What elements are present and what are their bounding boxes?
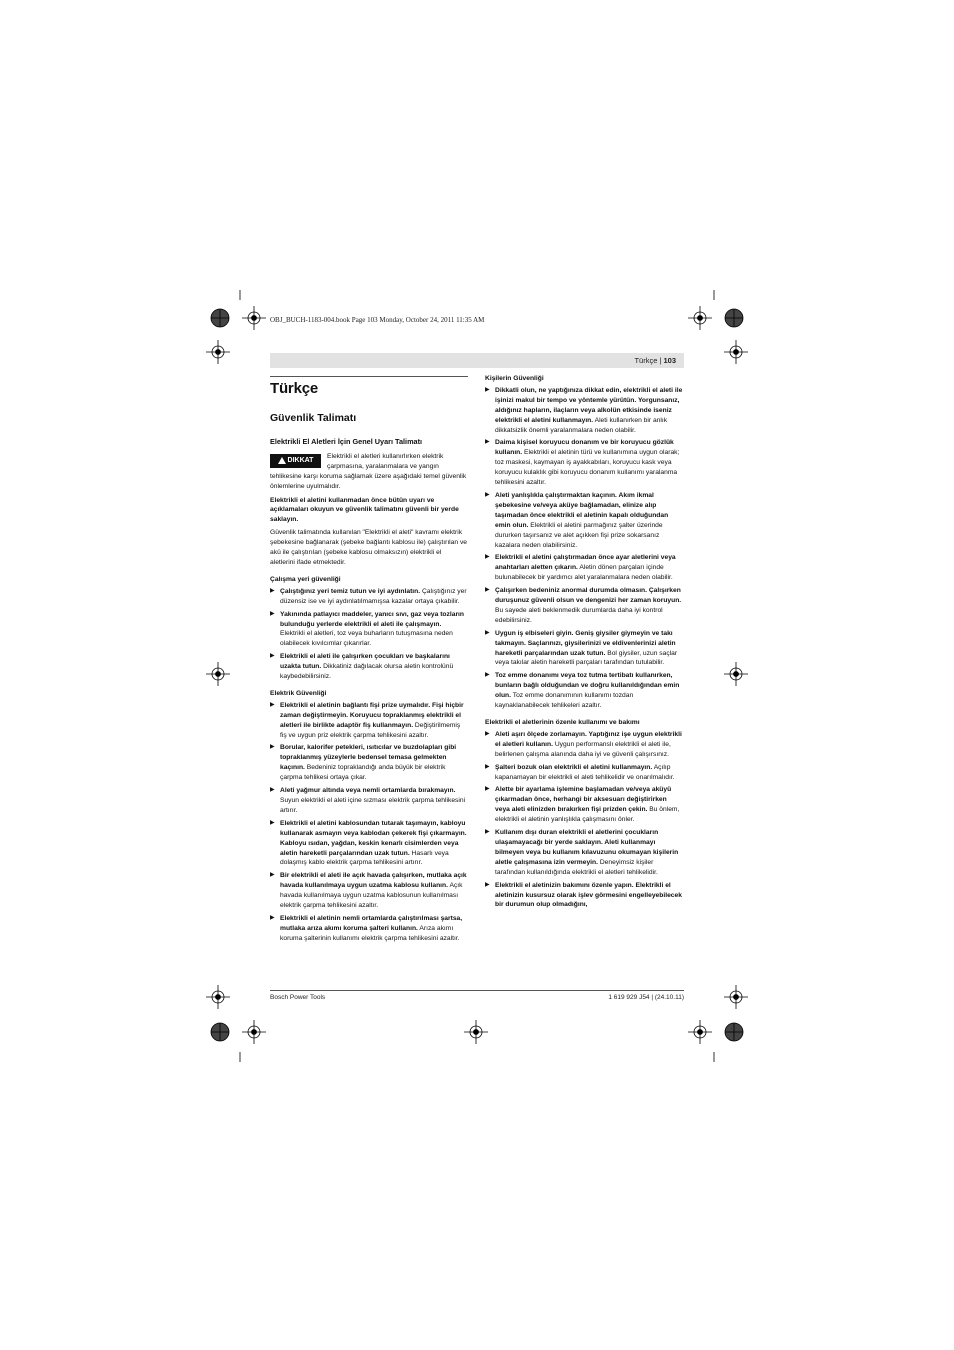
subsection-heading: Çalışma yeri güvenliği: [270, 575, 341, 583]
bullet-arrow-icon: ▶: [270, 744, 275, 751]
bullet-arrow-icon: ▶: [270, 653, 275, 660]
bullet-text: Çalıştığınız yer düzensiz ise ve iyi aydınlatılmamışsa kazalar ortaya çıkabilir.: [280, 587, 467, 605]
bullet-item: [270, 871, 468, 911]
bullet-text: Açık havada kullanılmaya uygun uzatma kablosunun kullanılması elektrik çarpma tehlikesini azaltır.: [280, 882, 463, 910]
bullet-text: Bu sayede aleti beklenmedik durumlarda daha iyi kontrol edebilirsiniz.: [495, 606, 663, 624]
bullet-bold: Çalışırken bedeniniz anormal durumda olmasın. Çalışırken duruşunuz güvenli olsun ve dengenizi her zaman koruyun.: [495, 587, 682, 605]
bullet-text: Bedeniniz topraklandığı anda büyük bir elektrik çarpma tehlikesi ortaya çıkar.: [280, 764, 446, 782]
bullet-bold: Dikkatli olun, ne yaptığınıza dikkat edin, elektrikli el aleti ile işinizi makul bir tempo ve yöntemle yürütün. Yorgunsanız, aldığınız hapların, ilaçların veya alkolün etkisinde iseniz elektrikli el aletini kullanmayın.: [495, 386, 683, 424]
bullet-bold: Bir elektrikli el aleti ile açık havada çalışırken, mutlaka açık havada kullanılmaya uygun uzatma kablosu kullanın.: [280, 872, 467, 890]
bullet-arrow-icon: ▶: [270, 787, 275, 794]
subsection-heading: Elektrik Güvenliği: [270, 689, 327, 697]
bullet-arrow-icon: ▶: [270, 819, 275, 826]
intro-text: [270, 452, 468, 492]
bullet-bold: Elektrikli el aletinin bağlantı fişi prize uymalıdır. Fişi hiçbir zaman değiştirmeyin. Koruyucu topraklanmış elektrikli el aletleri ile birlikte adaptör fiş kullanmayın.: [280, 701, 464, 729]
page-header-bar: [270, 353, 684, 368]
bullet-bold: Elektrikli el aletinin nemli ortamlarda çalıştırılması şartsa, mutlaka arıza akımı koruma şalteri kullanın.: [280, 914, 463, 932]
bullet-arrow-icon: ▶: [485, 491, 490, 498]
bullet-item: [485, 586, 683, 626]
bullet-text: Bu önlem, elektrikli el aletinin yanlışlıkla çalışmasını önler.: [495, 806, 680, 824]
bullet-arrow-icon: ▶: [485, 763, 490, 770]
bullet-bold: Şalteri bozuk olan elektrikli el aletini kullanmayın.: [495, 763, 653, 771]
bullet-bold: Kullanım dışı duran elektrikli el aletlerini çocukların ulaşamayacağı bir yerde saklayın. Aleti kullanmayı bilmeyen veya bu kullanım kılavuzunu okumayan kişilerin aletle çalışmasına izin vermeyin.: [495, 829, 679, 866]
bullet-arrow-icon: ▶: [485, 629, 490, 636]
bullet-arrow-icon: ▶: [485, 881, 490, 888]
bullet-item: [485, 438, 683, 488]
intro-text-content: Elektrikli el aletleri kullanırlırken elektrik çarpmasına, yaralanmalara ve yangın tehlikesine karşı koruma sağlamak üzere aşağıdaki temel güvenlik önlemlerine uyulmalıdır.: [270, 452, 467, 490]
warning-label: DIKKAT: [287, 456, 314, 464]
bullet-item: [270, 701, 468, 741]
warning-icon: [278, 457, 286, 464]
bullet-text: Suyun elektrikli el aleti içine sızması elektrik çarpma tehlikesini artırır.: [280, 797, 466, 814]
bullet-item: [485, 763, 683, 783]
bullet-item: [270, 819, 468, 869]
left-sections: [270, 575, 468, 944]
bullet-item: [485, 785, 683, 825]
bullet-arrow-icon: ▶: [485, 672, 490, 679]
bullet-text: Değiştirilmemiş fiş ve uygun priz elektrik çarpma tehlikesini azaltır.: [280, 721, 461, 739]
bullet-text: Toz emme donanımının kullanımı tozdan kaynaklanabilecek tehlikeleri azaltır.: [495, 692, 634, 710]
bullet-arrow-icon: ▶: [485, 587, 490, 594]
bullet-item: [485, 828, 683, 878]
bullet-bold: Uygun iş elbiseleri giyin. Geniş giysiler giymeyin ve takı takmayın. Saçlarınızı, giysilerinizi ve eldivenlerinizi aletin hareketli parçalarından uzak tutun.: [495, 629, 676, 657]
bullet-arrow-icon: ▶: [485, 386, 490, 393]
bullet-bold: Alette bir ayarlama işlemine başlamadan ve/veya aküyü çıkarmadan önce, herhangi bir aksesuarı değiştirirken veya aleti elinizden bırakırken fişi prizden çekin.: [495, 786, 672, 814]
section-title: Güvenlik Talimatı: [270, 412, 357, 424]
intro-para: Güvenlik talimatında kullanılan "Elektrikli el aleti" kavramı elektrik şebekesine bağlanarak (şebeke bağlantı kablosu ile) çalıştırılan ve akü ile çalıştırılan (şebeke kablosu olmaksızın) elektrikli el aletlerini ifade etmektedir.: [270, 529, 468, 566]
subsection-heading: Elektrikli el aletlerinin özenle kullanımı ve bakımı: [485, 719, 640, 726]
bullet-bold: Aleti yanlışlıkla çalıştırmaktan kaçının. Akım ikmal şebekesine ve/veya aküye bağlamadan, elinize alıp taşımadan önce elektrikli el aletinin kapalı olduğundan emin olun.: [495, 491, 669, 529]
footer-brand: Bosch Power Tools: [270, 994, 326, 1001]
bullet-item: [485, 881, 683, 911]
bullet-item: [485, 491, 683, 550]
footer-code: 1 619 929 J54 | (24.10.11): [608, 994, 684, 1001]
bullet-bold: Daima kişisel koruyucu donanım ve bir koruyucu gözlük kullanın.: [495, 439, 674, 457]
bullet-bold: Elektrikli el aleti ile çalışırken çocukları ve başkalarını uzakta tutun.: [280, 653, 450, 671]
title-rule: [270, 376, 468, 377]
bullet-item: [270, 786, 468, 816]
bullet-item: [485, 629, 683, 669]
page-number: 103: [663, 356, 676, 365]
bullet-text: Elektrikli el aletini parmağınız şalter üzerinde dururken taşırsanız ve alet açıkken fişi prize sokarsanız kazalara neden olabilirsiniz.: [495, 521, 663, 549]
bullet-bold: Elektrikli el aletinizin bakımını özenle yapın. Elektrikli el aletinizin kusursuz olarak işlev görmesini engelleyebilecek bir durumun olup olmadığını,: [495, 881, 682, 909]
intro-bold: Elektrikli el aletini kullanmadan önce bütün uyarı ve açıklamaları okuyun ve güvenlik talimatını güvenli bir yerde saklayın.: [270, 496, 459, 524]
bullet-arrow-icon: ▶: [485, 730, 490, 737]
page-title: Türkçe: [270, 380, 318, 397]
bullet-item: [485, 553, 683, 583]
bullet-text: Dikkatiniz dağılacak olursa aletin kontrolünü kaybedebilirsiniz.: [280, 663, 454, 681]
bullet-arrow-icon: ▶: [485, 554, 490, 561]
bullet-text: Arıza akımı koruma şalterinin kullanımı elektrik çarpma tehlikesini azaltır.: [280, 924, 460, 942]
bullet-bold: Elektrikli el aletini çalıştırmadan önce ayar aletlerini veya anahtarları aletten çıkarın.: [495, 554, 676, 572]
bullet-arrow-icon: ▶: [485, 829, 490, 836]
bullet-text: Uygun performanslı elektrikli el aleti ile, belirlenen çalışma alanında daha iyi ve güvenli çalışırsınız.: [495, 740, 671, 758]
bullet-arrow-icon: ▶: [270, 610, 275, 617]
bullet-arrow-icon: ▶: [270, 914, 275, 921]
bullet-text: Açılıp kapanamayan bir elektrikli el aleti tehlikelidir ve onarılmalıdır.: [495, 763, 675, 781]
bullet-text: Bol giysiler, uzun saçlar veya takılar aletin hareketli parçaları tarafından tutulabilir.: [495, 649, 678, 667]
bullet-text: Elektrikli el aletinin türü ve kullanımına uygun olarak; toz maskesi, kaymayan iş ayakkabıları, koruyucu kask veya koruyucu kulaklık gibi koruyucu donanım kullanımı yaralanma tehlikesini azaltır.: [495, 449, 680, 487]
right-column: [485, 374, 683, 913]
bullet-bold: Aleti yağmur altında veya nemli ortamlarda bırakmayın.: [280, 787, 456, 795]
bullet-item: [485, 386, 683, 436]
bullet-item: [270, 587, 468, 607]
bullet-bold: Yakınında patlayıcı maddeler, yanıcı sıvı, gaz veya tozların bulunduğu yerlerde elektrikli el aleti ile çalışmayın.: [280, 610, 464, 628]
left-column: [270, 374, 468, 947]
subsection-heading: Kişilerin Güvenliği: [485, 375, 544, 382]
bullet-text: Aleti kullanırken bir anlık dikkatsizlik önemli yaralanmalara neden olabilir.: [495, 416, 668, 434]
bullet-item: [270, 743, 468, 783]
header-separator: |: [657, 356, 664, 365]
bullet-item: [485, 730, 683, 760]
right-sections: [485, 374, 683, 910]
bullet-bold: Çalıştığınız yeri temiz tutun ve iyi aydınlatın.: [280, 587, 421, 595]
file-header: OBJ_BUCH-1183-004.book Page 103 Monday, October 24, 2011 11:35 AM: [270, 316, 485, 324]
bullet-text: Elektrikli el aletleri, toz veya buharların tutuşmasına neden olabilecek kıvılcımlar çıkarırlar.: [280, 630, 453, 648]
bullet-item: [485, 671, 683, 711]
bullet-bold: Elektrikli el aletini kablosundan tutarak taşımayın, kabloyu kullanarak asmayın veya kablodan çekerek fişi çıkarmayın. Kabloyu ısıdan, yağdan, keskin kenarlı cisimlerden veya aletin hareketli parçalarından uzak tutun.: [280, 819, 467, 857]
bullet-text: Hasarlı veya dolaşmış kablo elektrik çarpma tehlikesini artırır.: [280, 849, 449, 867]
page-number-label: [634, 356, 676, 365]
bullet-arrow-icon: ▶: [270, 872, 275, 879]
bullet-text: Aletin dönen parçaları içinde bulunabilecek bir yardımcı alet yaralanmalara neden olabilir.: [495, 564, 673, 582]
bullet-arrow-icon: ▶: [485, 439, 490, 446]
bullet-item: [270, 610, 468, 650]
warning-badge: [270, 454, 321, 468]
bullet-bold: Aleti aşırı ölçede zorlamayın. Yaptığınız işe uygun elektrikli el aletleri kullanın.: [495, 730, 682, 748]
bullet-item: [270, 914, 468, 944]
bullet-bold: Toz emme donanımı veya toz tutma tertibatı kullanırken, bunların bağlı olduğundan ve doğru kullanıldığından emin olun.: [495, 672, 680, 700]
bullet-item: [270, 652, 468, 682]
bullet-arrow-icon: ▶: [270, 587, 275, 594]
bullet-text: Deneyimsiz kişiler tarafından kullanıldığında elektrikli el aletleri tehlikelidir.: [495, 858, 658, 876]
bullet-bold: Borular, kalorifer petekleri, ısıtıcılar ve buzdolapları gibi topraklanmış yüzeylerle bedensel temasa gelmekten kaçının.: [280, 744, 457, 772]
bullet-arrow-icon: ▶: [485, 786, 490, 793]
header-language: Türkçe: [634, 356, 658, 365]
footer-rule: [270, 990, 684, 991]
general-heading: Elektrikli El Aletleri İçin Genel Uyarı Talimatı: [270, 437, 423, 446]
bullet-arrow-icon: ▶: [270, 701, 275, 708]
